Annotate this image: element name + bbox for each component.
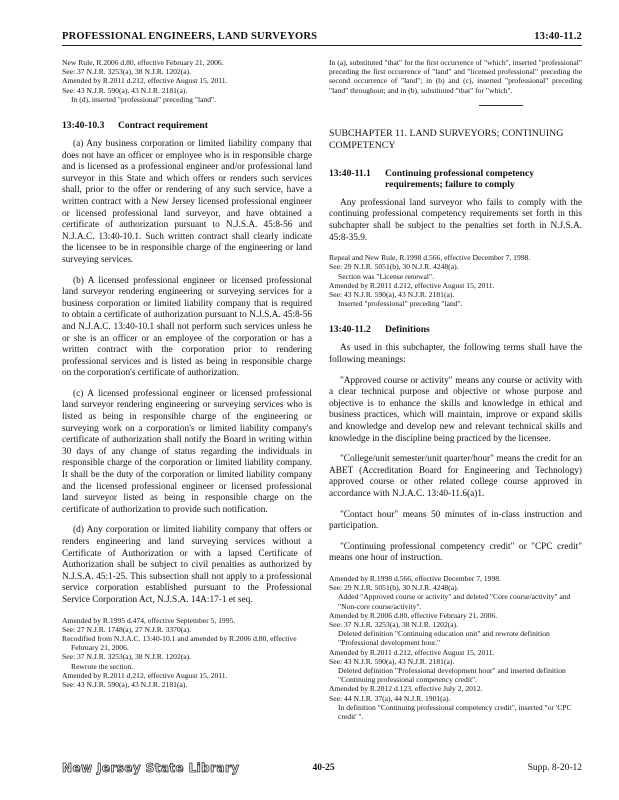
history-line: Amended by R.2011 d.212, effective August 15, 2011. <box>329 647 495 657</box>
history-line: Repeal and New Rule, R.1998 d.566, effective December 7, 1998. <box>329 253 531 263</box>
history-line: Amended by R.2012 d.123, effective July 2, 2012. <box>329 684 483 694</box>
paragraph: "Continuing professional competency credit" or "CPC credit" means one hour of instruction. <box>329 541 582 564</box>
history-line: In (a), substituted "that" for the first occurrence of "which", inserted "professional" preceding the first occurrence of "land" and "licensed professional" preceding the second occurrence of "land"; in (b) and (c), inserted "professional" preceding "land" throughout; and in (b), substituted "that" for "which". <box>329 58 582 95</box>
history-line: Amended by R.2011 d.212, effective August 15, 2011. <box>62 76 228 86</box>
history-line: Amended by R.2011 d.212, effective August 15, 2011. <box>329 280 495 290</box>
paragraph: Any professional land surveyor who fails to comply with the continuing professional competency requirements set forth in this subchapter shall be subject to the penalties set forth in N.J.S.A. 45:8-35.9. <box>329 197 582 243</box>
paragraph: (b) A licensed professional engineer or licensed professional land surveyor rendering engineering or surveying services for a business corporation or limited liability company that is required to obtain a certificate of authorization pursuant to N.J.S.A. 45:8-56 and N.J.A.C. 13:40-10.1 shall not perform such services unless he or she is an officer or an employee of the corporation or has a written contract with the corporation prior to rendering professional services and is listed as being in responsible charge on the corporation's certificate of authorization. <box>62 275 312 379</box>
left-column <box>62 58 312 689</box>
running-header <box>62 31 582 42</box>
history-line: See: 29 N.J.R. 5051(b), 30 N.J.R. 4248(a). <box>329 262 459 272</box>
separator-rule <box>479 105 523 106</box>
history-notes <box>62 58 312 104</box>
section-title: Continuing professional competency requirements; failure to comply <box>385 167 535 190</box>
history-line: Amended by R.2011 d.212, effective August 15, 2011. <box>62 670 228 680</box>
paragraph: As used in this subchapter, the following terms shall have the following meanings: <box>329 343 582 365</box>
history-line: In definition "Continuing professional competency credit", inserted "or 'CPC credit' ". <box>338 702 572 721</box>
history-line: New Rule, R.2006 d.80, effective February 21, 2006. <box>62 58 224 67</box>
header-section: 13:40-11.2 <box>534 31 582 42</box>
history-line: See: 37 N.J.R. 3253(a), 38 N.J.R. 1202(a). <box>62 652 192 662</box>
history-line: Amended by R.1995 d.474, effective September 5, 1995. <box>62 615 236 625</box>
section-number: 13:40-11.2 <box>329 324 371 336</box>
history-line: Added "Approved course or activity" and deleted "Core course/activity" and "Non-core course/activity". <box>338 592 571 611</box>
paragraph: "College/unit semester/unit quarter/hour" means the credit for an ABET (Accreditation Board for Engineering and Technology) approved course or other related college course approved in accordance with N.J.A.C. 13:40-11.6(a)1. <box>329 454 582 499</box>
history-line: See: 43 N.J.R. 590(a), 43 N.J.R. 2181(a). <box>329 656 455 666</box>
history-line: See: 37 N.J.R. 3253(a), 38 N.J.R. 1202(a). <box>62 67 192 77</box>
section-heading <box>62 120 312 131</box>
history-notes <box>329 574 582 721</box>
paragraph: (a) Any business corporation or limited liability company that does not have an officer or employee who is in responsible charge and is licensed as a professional engineer and/or professional land surveyor in this State and which offers or renders such services shall, prior to the offer or rendering of any such service, have a written contract with a New Jersey licensed professional engineer or licensed professional land surveyor, and have obtained a certificate of authorization pursuant to N.J.S.A. 45:8-56 and N.J.A.C. 13:40-10.1. Such written contract shall clearly indicate the licensee to be in responsible charge of the engineering or land surveying services. <box>62 139 312 265</box>
history-line: Deleted definition "Professional development hour" and inserted definition "Continuing professional competency credit". <box>338 665 566 685</box>
page-footer <box>62 760 582 776</box>
history-line: Rewrote the section. <box>71 661 134 671</box>
history-line: See: 37 N.J.R. 3253(a), 38 N.J.R. 1202(a). <box>329 619 459 629</box>
history-line: Inserted "professional" preceding "land". <box>338 299 463 309</box>
history-line: Amended by R.2006 d.80, effective February 21, 2006. <box>329 610 498 620</box>
history-line: Deleted definition "Continuing education unit" and rewrote definition "Professional development hour." <box>338 629 550 648</box>
history-line: In (d), inserted "professional" preceding "land". <box>71 94 217 104</box>
section-title: Contract requirement <box>118 120 208 132</box>
history-line: Section was "License renewal". <box>338 271 435 281</box>
section-number: 13:40-10.3 <box>62 120 105 132</box>
section-heading <box>329 324 582 335</box>
header-title: PROFESSIONAL ENGINEERS, LAND SURVEYORS <box>62 31 318 42</box>
history-line: Amended by R.1998 d.566, effective December 7, 1998. <box>329 573 501 583</box>
history-line: Recodified from N.J.A.C. 13:40-10.1 and amended by R.2006 d.80, effective February 21, 2006. <box>62 633 297 653</box>
library-logo: New Jersey State Library <box>62 761 240 775</box>
history-notes <box>62 616 312 690</box>
history-line: See: 43 N.J.R. 590(a), 43 N.J.R. 2181(a). <box>62 85 188 95</box>
section-number: 13:40-11.1 <box>329 167 371 179</box>
history-line: See: 43 N.J.R. 590(a), 43 N.J.R. 2181(a). <box>62 680 188 689</box>
paragraph: "Approved course or activity" means any course or activity with a clear technical purpose and objective or whose purpose and objective is to enhance the skills and knowledge in ethical and business practices, which will maintain, improve or expand skills and knowledge and develop new and relevant technical skills and knowledge in the discipline being practiced by the licensee. <box>329 375 582 444</box>
history-notes <box>329 253 582 308</box>
paragraph: (c) A licensed professional engineer or licensed professional land surveyor rendering engineering or surveying services who is listed as being in responsible charge of the engineering or surveying work on a corporation's or limited liability company's certificate of authorization shall notify the Board in writing within 30 days of any change of status regarding the individuals in responsible charge of the corporation or limited liability company. It shall be the duty of the corporation or limited liability company and the licensed professional engineer or licensed professional land surveyor listed as being in responsible charge on the certificate of authorization to provide such notification. <box>62 388 312 515</box>
right-column <box>329 58 582 721</box>
header-rule <box>62 45 582 46</box>
section-heading <box>329 168 582 190</box>
paragraph: (d) Any corporation or limited liability company that offers or renders engineering and land surveying services without a Certificate of Authorization or with a lapsed Certificate of Authorization shall be subject to civil penalties as authorized by N.J.S.A. 45:1-25. This subsection shall not apply to a professional service corporation established pursuant to the Professional Service Corporation Act, N.J.S.A. 14A:17-1 et seq. <box>62 525 312 605</box>
section-title: Definitions <box>385 324 430 336</box>
history-line: See: 29 N.J.R. 5051(b), 30 N.J.R. 4248(a). <box>329 583 459 593</box>
history-line: See: 43 N.J.R. 590(a), 43 N.J.R. 2181(a). <box>329 290 455 299</box>
history-line: See: 27 N.J.R. 1748(a), 27 N.J.R. 3370(a). <box>62 624 192 634</box>
subchapter-heading: SUBCHAPTER 11. LAND SURVEYORS; CONTINUING COMPETENCY <box>329 127 564 151</box>
history-notes <box>329 58 582 95</box>
page-number: 40-25 <box>312 763 335 773</box>
history-line: See: 44 N.J.R. 37(a), 44 N.J.R. 1901(a). <box>329 693 451 703</box>
supplement-date: Supp. 8-20-12 <box>527 763 582 773</box>
paragraph: "Contact hour" means 50 minutes of in-class instruction and participation. <box>329 509 582 532</box>
